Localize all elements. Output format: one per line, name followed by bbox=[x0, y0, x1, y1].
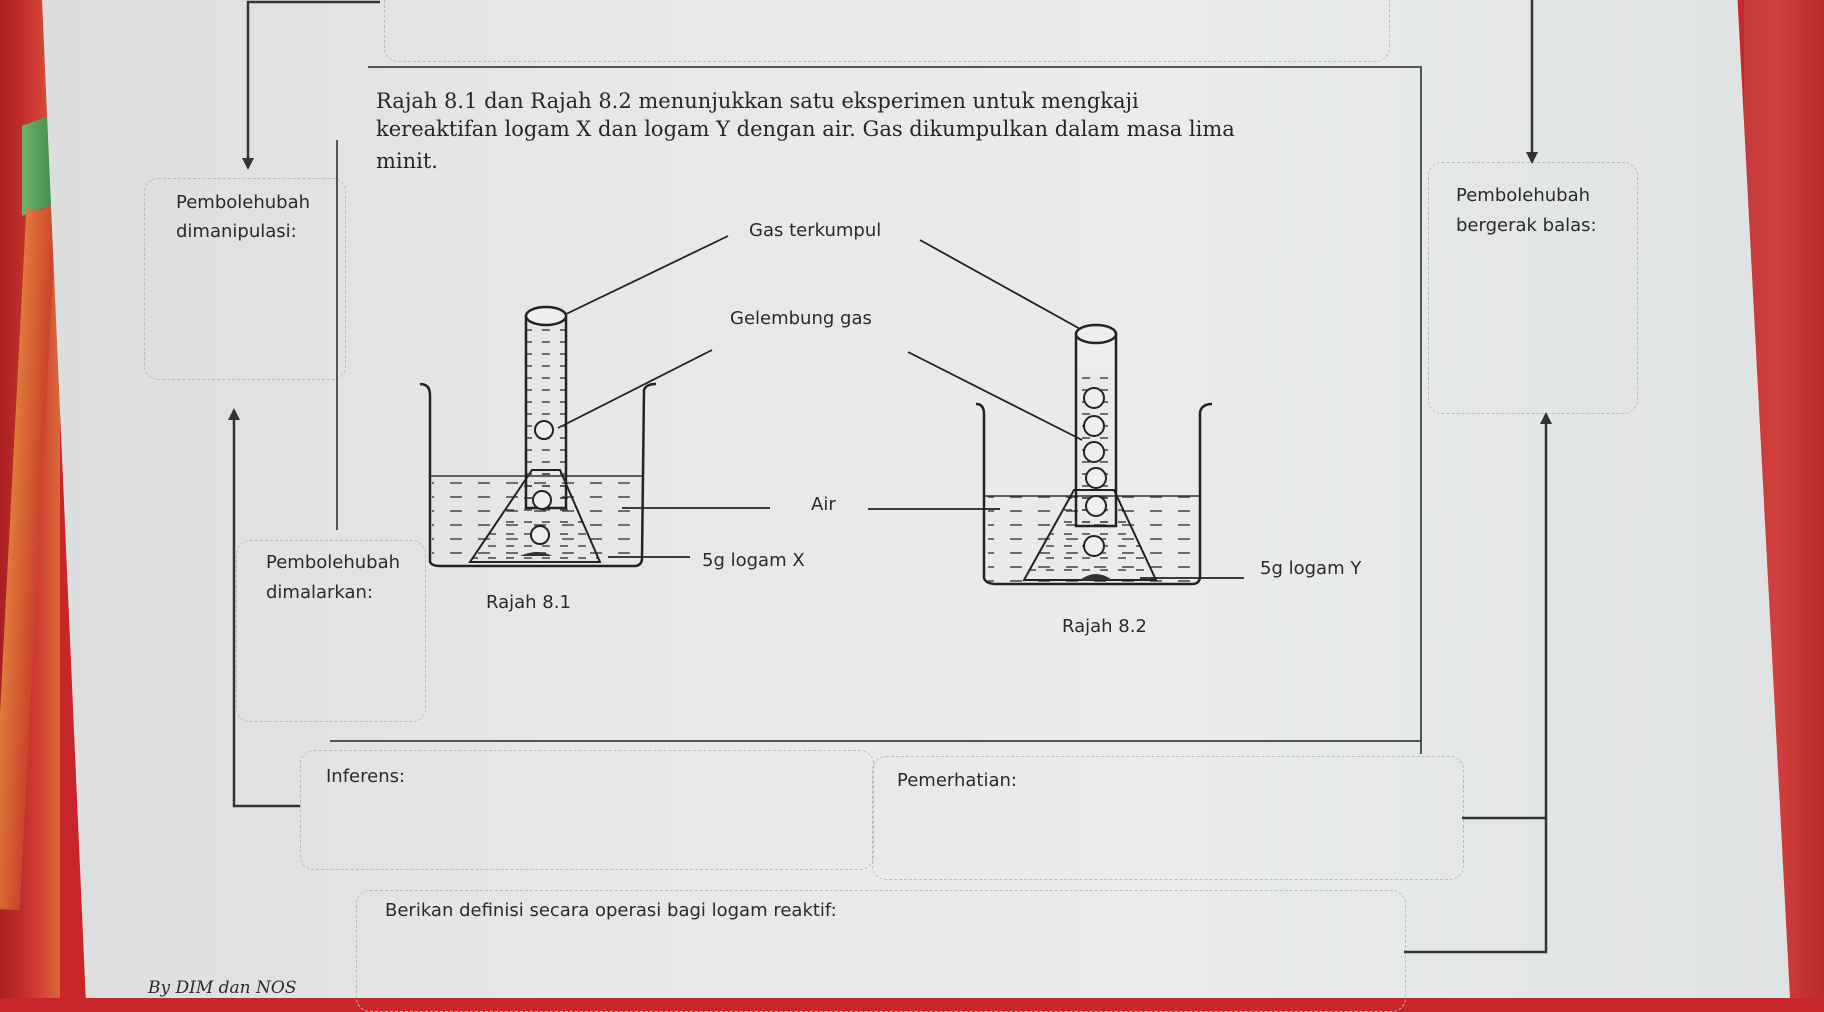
label-metal-x: 5g logam X bbox=[702, 550, 805, 571]
caption-rajah-8-2: Rajah 8.2 bbox=[1062, 616, 1147, 637]
controlled-variable-label-1: Pembolehubah bbox=[266, 552, 401, 573]
beaker-rajah-8-1 bbox=[420, 307, 656, 566]
manipulated-variable-label-2: dimanipulasi: bbox=[176, 221, 297, 242]
footer-credit: By DIM dan NOS bbox=[148, 978, 297, 998]
question-line-1: Rajah 8.1 dan Rajah 8.2 menunjukkan satu eksperimen untuk mengkaji bbox=[376, 89, 1139, 113]
observation-label: Pemerhatian: bbox=[897, 770, 1017, 791]
controlled-variable-label-2: dimalarkan: bbox=[266, 582, 374, 603]
label-gas-bubble: Gelembung gas bbox=[730, 308, 872, 329]
label-metal-y: 5g logam Y bbox=[1260, 558, 1362, 579]
caption-rajah-8-1: Rajah 8.1 bbox=[486, 592, 571, 613]
manipulated-variable-label-1: Pembolehubah bbox=[176, 192, 311, 213]
inference-label: Inferens: bbox=[326, 766, 406, 787]
responding-variable-label-1: Pembolehubah bbox=[1456, 185, 1591, 206]
definition-label: Berikan definisi secara operasi bagi logam reaktif: bbox=[385, 900, 837, 921]
question-line-2: kereaktifan logam X dan logam Y dengan air. Gas dikumpulkan dalam masa lima bbox=[376, 117, 1235, 141]
label-water: Air bbox=[811, 494, 836, 515]
beaker-rajah-8-2 bbox=[976, 325, 1212, 584]
label-gas-collected: Gas terkumpul bbox=[749, 220, 882, 241]
question-line-3: minit. bbox=[376, 149, 438, 173]
responding-variable-label-2: bergerak balas: bbox=[1456, 215, 1597, 236]
